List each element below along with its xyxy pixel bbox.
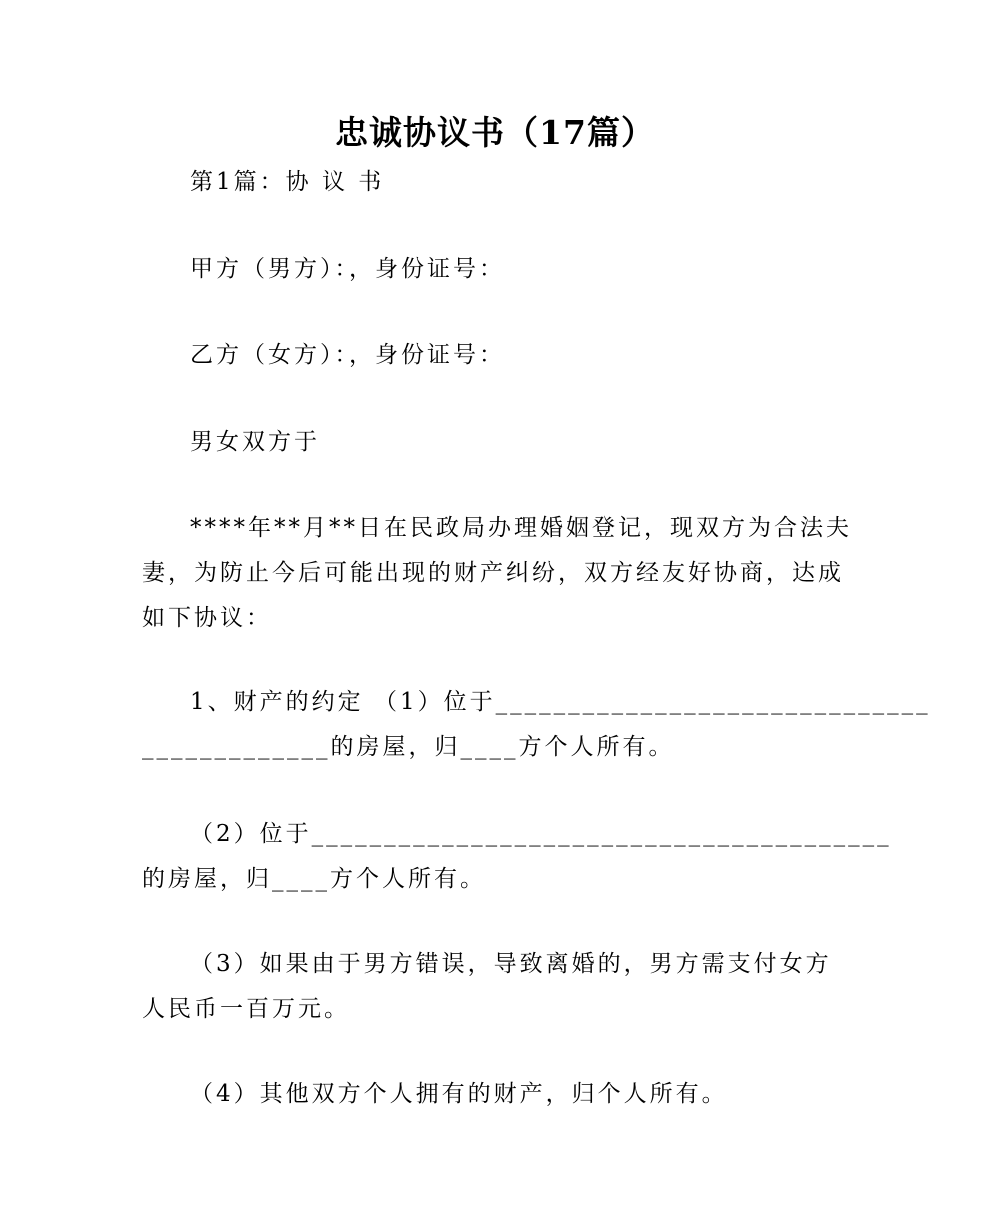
intro-paragraph [142, 506, 852, 641]
intro-line-2: 妻，为防止今后可能出现的财产纠纷，双方经友好协商，达成 [142, 560, 844, 586]
chapter-subtitle [142, 160, 814, 205]
party-a-line [142, 247, 814, 292]
party-a-text: 甲方（男方）：，身份证号： [190, 256, 505, 282]
intro-line-1: ****年**月**日在民政局办理婚姻登记，现双方为合法夫 [190, 515, 852, 541]
document-title: 忠诚协议书（17篇） [335, 113, 655, 152]
item-2-paragraph [142, 812, 892, 902]
item-4-line-1: （4）其他双方个人拥有的财产，归个人所有。 [190, 1081, 728, 1107]
party-b-line [142, 333, 814, 378]
item-3-line-1: （3）如果由于男方错误，导致离婚的，男方需支付女方 [190, 951, 832, 977]
item-4-paragraph [142, 1072, 814, 1117]
item-1-line-1: 1、财产的约定 （1）位于______________________________ [190, 689, 931, 715]
item-3-paragraph [142, 942, 832, 1032]
subtitle-text: 第1篇：协 议 书 [190, 169, 385, 195]
both-parties-line [142, 420, 814, 465]
item-2-line-2: 的房屋，归____方个人所有。 [142, 866, 486, 892]
item-1-paragraph [142, 680, 931, 770]
intro-line-3: 如下协议： [142, 605, 272, 631]
party-b-text: 乙方（女方）：，身份证号： [190, 342, 505, 368]
item-1-line-2: _____________的房屋，归____方个人所有。 [142, 734, 675, 760]
item-3-line-2: 人民币一百万元。 [142, 996, 350, 1022]
item-2-line-1: （2）位于________________________________________ [190, 821, 892, 847]
both-parties-text: 男女双方于 [190, 429, 320, 455]
